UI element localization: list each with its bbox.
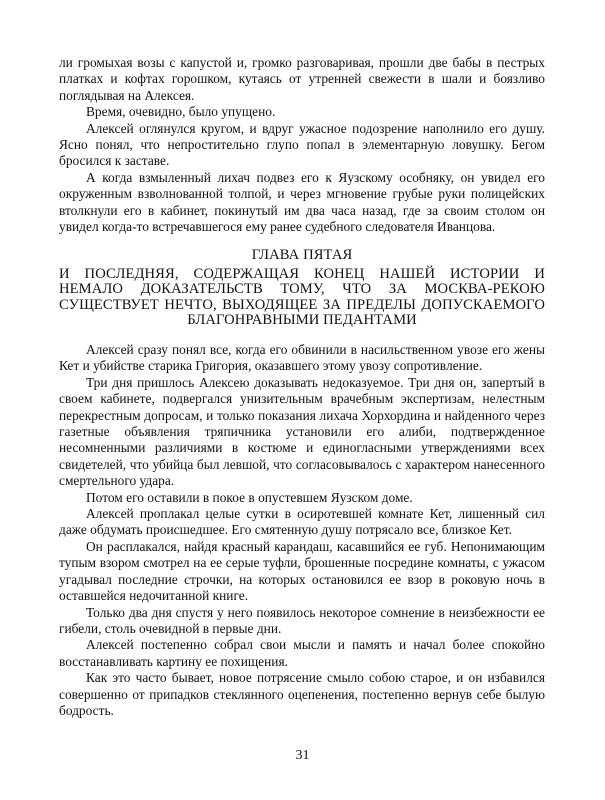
page-number: 31 bbox=[295, 748, 310, 763]
text-block-main bbox=[59, 342, 545, 719]
text-block-top bbox=[59, 55, 545, 235]
paragraph: А когда взмыленный лихач подвез его к Яузскому особняку, он увидел его окруженным взволнованной толпой, и через мгновение грубые руки полицейских втолкнули его в кабинет, покинутый им два часа назад, где за своим столом он увидел когда-то встречавшегося ему ранее судебного следователя Иванцова. bbox=[59, 169, 545, 235]
paragraph: Как это часто бывает, новое потрясение смыло собою старое, и он избавился совершенно от припадков стеклянного оцепенения, постепенно вернув себе былую бодрость. bbox=[59, 670, 545, 718]
paragraph: Алексей оглянулся кругом, и вдруг ужасное подозрение наполнило его душу. Ясно понял, что непростительно глупо попал в элементарную ловушку. Бегом бросился к заставе. bbox=[59, 120, 545, 169]
chapter-title: ГЛАВА ПЯТАЯ bbox=[251, 247, 353, 263]
paragraph: Три дня пришлось Алексею доказывать недоказуемое. Три дня он, запертый в своем кабинете, подвергался унизительным врачебным экспертизам, нелестным перекрестным допросам, и только показания лихача Хорхордина и найденного через газетные объявления тряпичника установили его алиби, подтвержденное несомненными различиями в костюме и единогласными утверждениями всех свидетелей, что убийца был левшой, что согласовывалось с характером нанесенного смертельного удара. bbox=[59, 374, 545, 489]
paragraph: Потом его оставили в покое в опустевшем Яузском доме. bbox=[86, 489, 413, 505]
paragraph: Время, очевидно, было упущено. bbox=[86, 104, 276, 120]
chapter-subtitle: И ПОСЛЕДНЯЯ, СОДЕРЖАЩАЯ КОНЕЦ НАШЕЙ ИСТОРИИ И НЕМАЛО ДОКАЗАТЕЛЬСТВ ТОМУ, ЧТО ЗА МОСКВА-РЕКОЮ СУЩЕСТВУЕТ НЕЧТО, ВЫХОДЯЩЕЕ ЗА ПРЕДЕЛЫ ДОПУСКАЕМОГО БЛАГОНРАВНЫМИ ПЕДАНТАМИ bbox=[59, 265, 545, 328]
paragraph: Только два дня спустя у него появилось некоторое сомнение в неизбежности ее гибели, столь очевидной в первые дни. bbox=[59, 604, 545, 636]
chapter-heading bbox=[59, 248, 545, 329]
paragraph: Он расплакался, найдя красный карандаш, касавшийся ее губ. Непонимающим тупым взором смотрел на ее серые туфли, брошенные посредине комнаты, с ужасом угадывал последние строчки, на которых остановился ее взор в роковую ночь в оставшейся недочитанной книге. bbox=[59, 538, 545, 604]
paragraph: Алексей постепенно собрал свои мысли и память и начал более спокойно восстанавливать картину ее похищения. bbox=[59, 637, 545, 669]
paragraph: Алексей проплакал целые сутки в осиротевшей комнате Кет, лишенный сил даже обдумать происшедшее. Его смятенную душу потрясало все, близкое Кет. bbox=[59, 506, 545, 538]
paragraph: ли громыхая возы с капустой и, громко разговаривая, прошли две бабы в пестрых платках и кофтах горошком, кутаясь от утренней свежести в шали и боязливо поглядывая на Алексея. bbox=[59, 55, 545, 103]
paragraph: Алексей сразу понял все, когда его обвинили в насильственном увозе его жены Кет и убийстве старика Григория, оказавшего этому увозу сопротивление. bbox=[59, 342, 545, 374]
